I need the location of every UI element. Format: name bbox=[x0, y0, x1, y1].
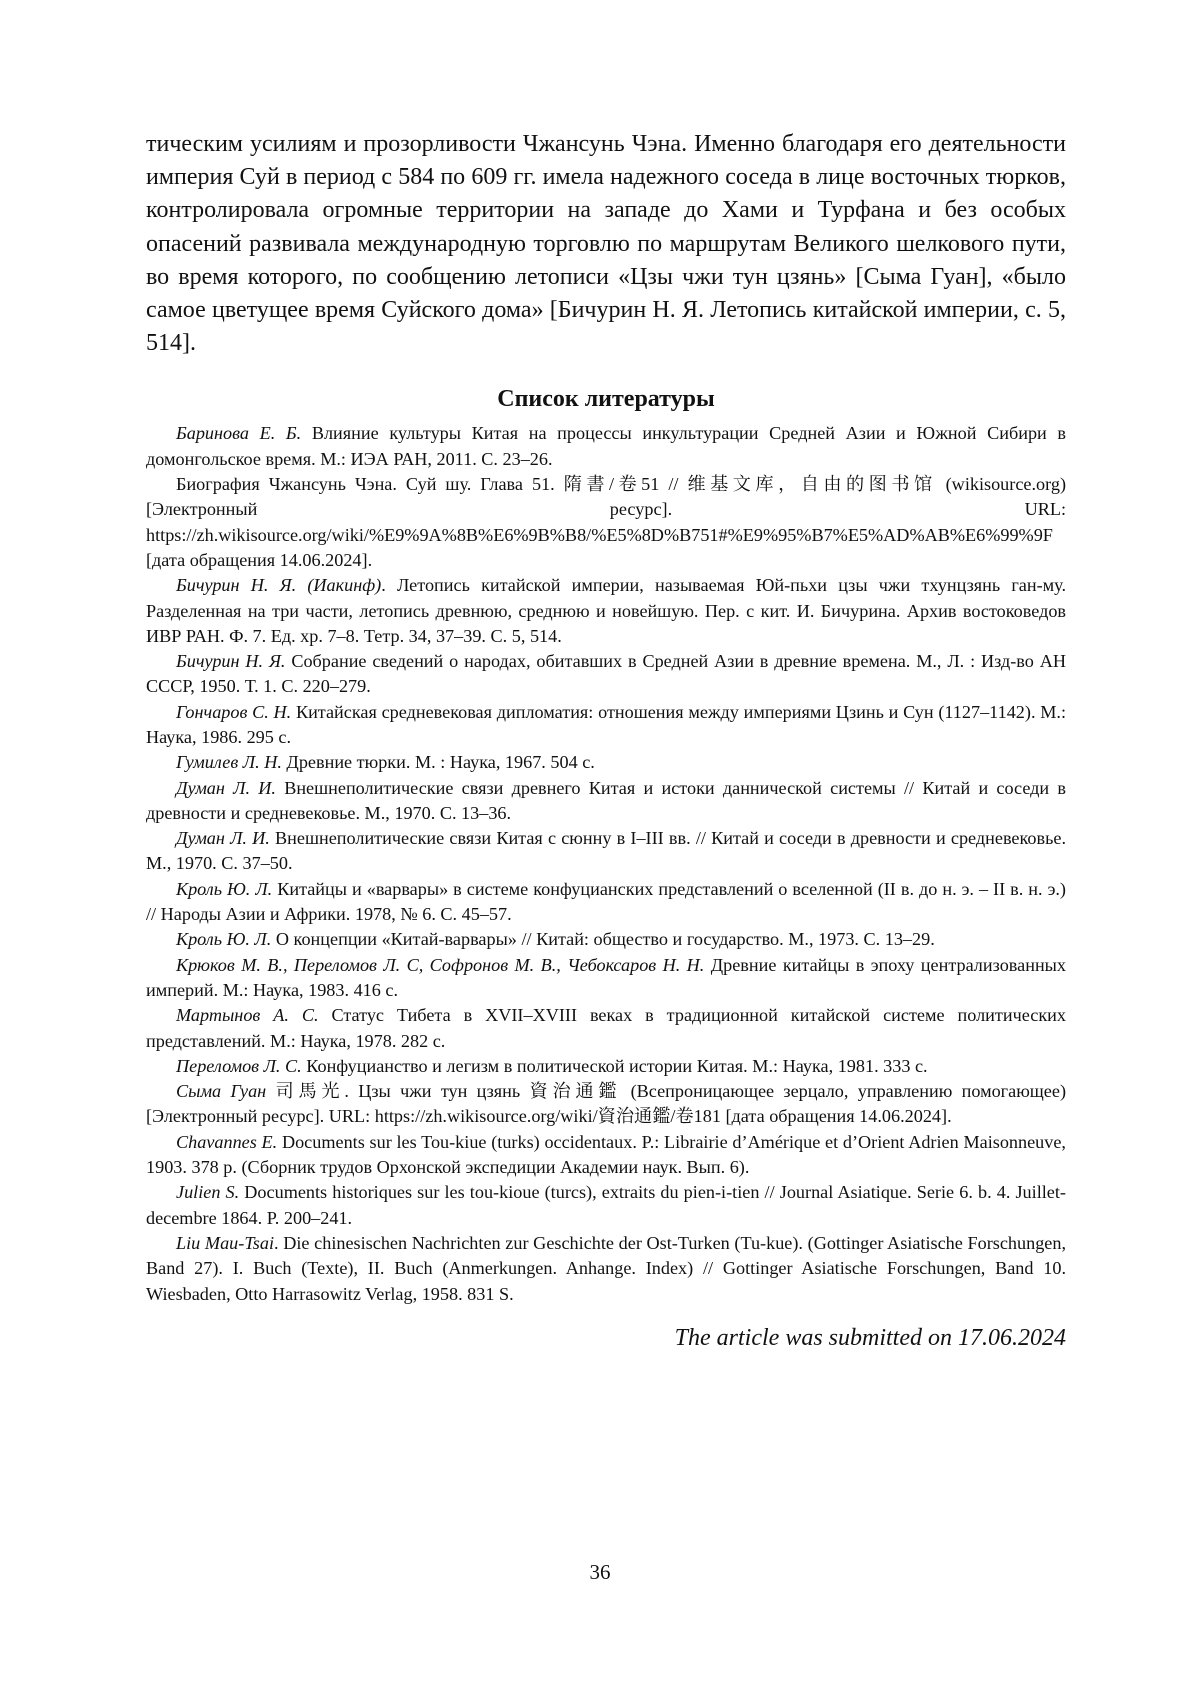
reference-text: Внешнеполитические связи древнего Китая и истоки даннической системы // Китай и соседи в древности и средневековье. М., 1970. С. 13–36. bbox=[146, 777, 1066, 823]
reference-author: Крюков М. В., Переломов Л. С, Софронов М. В., Чебоксаров Н. Н. bbox=[176, 954, 705, 975]
reference-text: Documents sur les Tou-kiue (turks) occidentaux. P.: Librairie d’Amérique et d’Orient Adrien Maisonneuve, 1903. 378 p. (Сборник трудов Орхонской экспедиции Академии наук. Вып. 6). bbox=[146, 1131, 1066, 1178]
reference-item bbox=[146, 1180, 1066, 1231]
reference-text: Статус Тибета в XVII–XVIII веках в традиционной китайской системе политических представлений. М.: Наука, 1978. 282 с. bbox=[146, 1005, 1066, 1051]
reference-item bbox=[146, 953, 1066, 1004]
reference-text: . Die chinesischen Nachrichten zur Geschichte der Ost-Turken (Tu-kue). (Gottinger Asiatische Forschungen, Band 27). I. Buch (Texte), II. Buch (Anmerkungen. Anhange. Index) // Gottinger Asiatische Forschungen, Band 10. Wiesbaden, Otto Harrasowitz Verlag, 1958. 831 S. bbox=[146, 1232, 1066, 1304]
reference-text: . Летопись китайской империи, называемая Юй-пьхи цзы чжи тхунцзянь ган-му. Разделенная на три части, летопись древнюю, среднюю и новейшую. Пер. с кит. И. Бичурина. Архив востоковедов ИВР РАН. Ф. 7. Ед. хр. 7–8. Тетр. 34, 37–39. С. 5, 514. bbox=[146, 575, 1066, 646]
reference-item bbox=[146, 573, 1066, 649]
reference-item bbox=[146, 649, 1066, 700]
reference-author: Chavannes E. bbox=[176, 1131, 278, 1152]
reference-author: Баринова Е. Б. bbox=[176, 423, 302, 444]
reference-author: Бичурин Н. Я. bbox=[176, 651, 286, 672]
reference-item bbox=[146, 421, 1066, 472]
reference-text: 司馬光. Цзы чжи тун цзянь 資治通鑑 (Всепроницающее зерцало, управлению помогающее) [Электронный ресурс]. URL: https://zh.wikisource.org/wiki/資治通鑑/卷181 [дата обращения 14.06.2024]. bbox=[146, 1081, 1066, 1127]
reference-text: Влияние культуры Китая на процессы инкультурации Средней Азии и Южной Сибири в домонгольское время. М.: ИЭА РАН, 2011. С. 23–26. bbox=[146, 423, 1067, 469]
reference-author: Гончаров С. Н. bbox=[176, 701, 292, 722]
references-heading: Список литературы bbox=[497, 386, 715, 413]
reference-author: Думан Л. И. bbox=[176, 777, 276, 798]
reference-author: Julien S. bbox=[176, 1182, 240, 1203]
reference-item bbox=[146, 1054, 1066, 1079]
reference-item bbox=[146, 927, 1066, 952]
reference-text: Биография Чжансунь Чэна. Суй шу. Глава 51. 隋書/卷51 // 维基文库，自由的图书馆 (wikisource.org) [Электронный ресурс]. URL: https://zh.wikisource.org/wiki/%E9%9A%8B%E6%9B%B8/%E5%8D%B751#%E9%95%B7%E5%AD%AB%E6%99%9F [дата обращения 14.06.2024]. bbox=[146, 474, 1066, 570]
reference-text: Собрание сведений о народах, обитавших в Средней Азии в древние времена. М., Л. : Изд-во АН СССР, 1950. Т. 1. С. 220–279. bbox=[146, 651, 1066, 697]
reference-text: Внешнеполитические связи Китая с сюнну в I–III вв. // Китай и соседи в древности и средневековье. М., 1970. С. 37–50. bbox=[146, 828, 1067, 874]
reference-author: Кроль Ю. Л. bbox=[176, 929, 272, 950]
reference-author: Думан Л. И. bbox=[176, 828, 270, 849]
reference-item bbox=[146, 750, 1066, 775]
reference-author: Мартынов А. С. bbox=[176, 1005, 319, 1026]
reference-author: Кроль Ю. Л. bbox=[176, 878, 273, 899]
reference-text: Китайская средневековая дипломатия: отношения между империями Цзинь и Сун (1127–1142). М.: Наука, 1986. 295 с. bbox=[146, 701, 1066, 747]
reference-item bbox=[146, 877, 1066, 928]
reference-author: Сыма Гуан bbox=[176, 1081, 267, 1102]
reference-author: Liu Mau-Tsai bbox=[176, 1232, 274, 1253]
reference-author: Бичурин Н. Я. (Иакинф) bbox=[176, 575, 382, 596]
reference-text: Documents historiques sur les tou-kioue (turcs), extraits du pien-i-tien // Journal Asiatique. Serie 6. b. 4. Juillet-decembre 1864. P. 200–241. bbox=[146, 1182, 1066, 1228]
submission-note: The article was submitted on 17.06.2024 bbox=[674, 1324, 1066, 1351]
references-list bbox=[146, 421, 1066, 1306]
reference-item bbox=[146, 826, 1066, 877]
reference-author: Гумилев Л. Н. bbox=[176, 752, 282, 773]
reference-text: Древние китайцы в эпоху централизованных империй. М.: Наука, 1983. 416 с. bbox=[146, 954, 1066, 1000]
reference-text: Древние тюрки. М. : Наука, 1967. 504 с. bbox=[281, 752, 595, 773]
reference-item bbox=[146, 1079, 1066, 1130]
reference-item bbox=[146, 1130, 1066, 1181]
intro-paragraph: тическим усилиям и прозорливости Чжансунь Чэна. Именно благодаря его деятельности империя Суй в период с 584 по 609 гг. имела надежного соседа в лице восточных тюрков, контролировала огромные территории на западе до Хами и Турфана и без особых опасений развивала международную торговлю по маршрутам Великого шелкового пути, во время которого, по сообщению летописи «Цзы чжи тун цзянь» [Сыма Гуан], «было самое цветущее время Суйского дома» [Бичурин Н. Я. Летопись китайской империи, с. 5, 514]. bbox=[146, 131, 1066, 357]
page-content bbox=[146, 128, 1066, 1352]
reference-author: Переломов Л. С. bbox=[176, 1055, 302, 1076]
reference-item bbox=[146, 776, 1066, 827]
reference-item bbox=[146, 1003, 1066, 1054]
reference-text: О концепции «Китай-варвары» // Китай: общество и государство. М., 1973. С. 13–29. bbox=[271, 929, 935, 950]
reference-text: Конфуцианство и легизм в политической истории Китая. М.: Наука, 1981. 333 с. bbox=[301, 1055, 928, 1076]
reference-item bbox=[146, 700, 1066, 751]
reference-item bbox=[146, 472, 1066, 573]
reference-text: Китайцы и «варвары» в системе конфуцианских представлений о вселенной (II в. до н. э. – II в. н. э.) // Народы Азии и Африки. 1978, № 6. С. 45–57. bbox=[146, 878, 1066, 925]
reference-item bbox=[146, 1231, 1066, 1307]
page-number: 36 bbox=[589, 1560, 611, 1584]
